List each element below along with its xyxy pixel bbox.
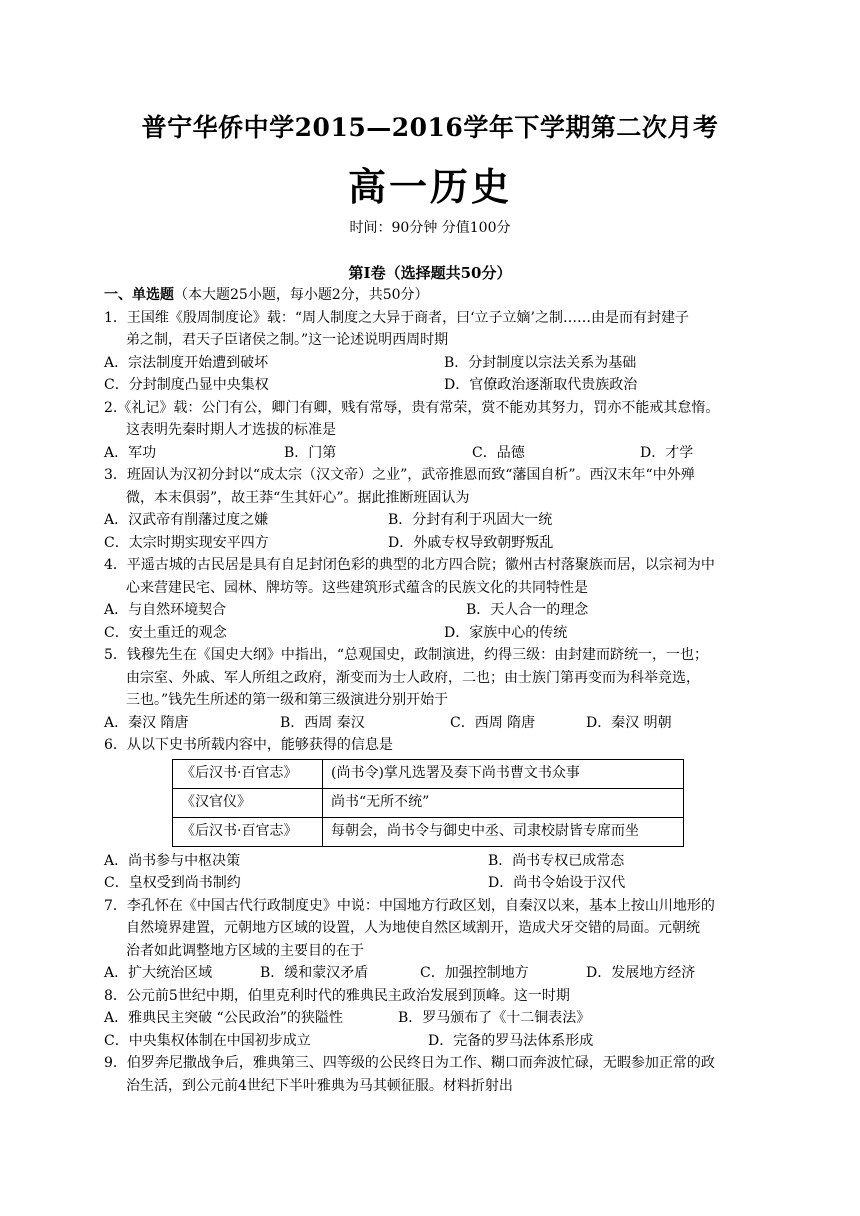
option-row	[104, 1030, 784, 1053]
table-cell: 《后汉书·百官志》	[173, 759, 323, 788]
option: D．外戚专权导致朝野叛乱	[388, 534, 554, 551]
question-text: 2.《礼记》载：公门有公，卿门有卿，贱有常辱，贵有常荣，赏不能劝其努力，罚亦不能戒其怠惰。	[104, 399, 720, 416]
option: C．西周 隋唐	[450, 714, 536, 731]
section-heading-label: 一、单选题	[104, 287, 174, 303]
option: A．军功	[104, 444, 157, 461]
table-row	[173, 788, 684, 817]
option: B．天人合一的理念	[466, 602, 589, 618]
option: A．雅典民主突破 “公民政治”的狭隘性	[104, 1010, 343, 1026]
option: A．尚书参与中枢决策	[104, 852, 241, 869]
option-row	[104, 374, 784, 397]
option: C．加强控制地方	[420, 965, 529, 981]
question-text: 5．钱穆先生在《国史大纲》中指出，“总观国史，政制演进，约得三级：由封建而跻统一，一也；	[104, 647, 709, 663]
question-text: 由宗室、外戚、军人所组之政府，渐变而为士人政府，二也；由士族门第再变而为科举竞选，	[126, 669, 700, 686]
source-table	[172, 759, 684, 847]
option: B．分封制度以宗法关系为基础	[444, 354, 637, 371]
subject-title: 高一历史	[347, 164, 512, 209]
option: C．太宗时期实现安平四方	[104, 534, 269, 551]
question-text: 这表明先秦时期人才选拔的标准是	[126, 422, 336, 438]
option: A．宗法制度开始遭到破坏	[104, 354, 269, 371]
question-text: 弟之制，君天子臣诸侯之制。”这一论述说明西周时期	[126, 332, 449, 348]
option-row	[104, 442, 784, 465]
option: B．门第	[284, 444, 337, 461]
table-row	[173, 759, 684, 788]
option-row	[104, 712, 784, 735]
option: A．汉武帝有削藩过度之嫌	[104, 512, 269, 528]
table-cell: 尚书“无所不统”	[323, 788, 684, 817]
exam-meta: 时间：90分钟 分值100分	[349, 220, 511, 236]
option-row	[104, 509, 784, 532]
question-text: 3．班固认为汉初分封以“成太宗（汉文帝）之业”，武帝推恩而致“藩国自析”。西汉末年“中外殚	[104, 467, 695, 483]
question-text: 微，本末俱弱”，故王莽“生其奸心”。据此推断班固认为	[126, 489, 470, 506]
question-text: 4．平遥古城的古民居是具有自足封闭色彩的典型的北方四合院；徽州古村落聚族而居，以宗祠为中	[104, 557, 715, 573]
table-cell: 《后汉书·百官志》	[173, 817, 323, 846]
option: B．尚书专权已成常态	[488, 852, 625, 869]
option: D．完备的罗马法体系形成	[428, 1032, 594, 1049]
option: D．秦汉 明朝	[586, 714, 672, 731]
table-cell: 《汉官仪》	[173, 788, 323, 817]
option-row	[104, 622, 784, 645]
option: D．尚书令始设于汉代	[488, 875, 626, 891]
option: C．皇权受到尚书制约	[104, 875, 241, 891]
option-row	[104, 532, 784, 555]
option: A．秦汉 隋唐	[104, 714, 189, 731]
option: B．缓和蒙汉矛盾	[260, 965, 369, 981]
option-row	[104, 1007, 784, 1030]
question-text: 6．从以下史书所载内容中，能够获得的信息是	[104, 737, 393, 753]
table-row	[173, 817, 684, 846]
question-text: 1．王国维《殷周制度论》载：“周人制度之大异于商者，曰‘立子立嫡’之制……由是而有封建子	[104, 309, 689, 326]
option-row	[104, 850, 784, 873]
question-text: 9．伯罗奔尼撒战争后，雅典第三、四等级的公民终日为工作、糊口而奔波忙碌，无暇参加正常的政	[104, 1055, 715, 1071]
question-text: 治生活，到公元前4世纪下半叶雅典为马其顿征服。材料折射出	[126, 1077, 513, 1094]
volume-title: 第Ⅰ卷（选择题共50分）	[348, 264, 512, 282]
option: A．与自然环境契合	[104, 602, 227, 618]
table-cell: (尚书令)掌凡选署及奏下尚书曹文书众事	[323, 759, 684, 788]
question-content	[104, 284, 784, 1097]
option: D．官僚政治逐渐取代贵族政治	[444, 377, 638, 393]
section-heading	[104, 284, 784, 307]
option: D．才学	[640, 444, 694, 461]
option: B．罗马颁布了《十二铜表法》	[398, 1010, 591, 1026]
table-cell: 每朝会，尚书令与御史中丞、司隶校尉皆专席而坐	[323, 817, 684, 846]
question-text: 治者如此调整地方区域的主要目的在于	[126, 942, 364, 959]
option: D．发展地方经济	[586, 965, 696, 981]
question-text: 7．李孔怀在《中国古代行政制度史》中说：中国地方行政区划，自秦汉以来，基本上按山川地形的	[104, 897, 715, 914]
option-row	[104, 599, 784, 622]
section-note: （本大题25小题，每小题2分，共50分）	[174, 287, 429, 303]
option: C．品德	[472, 444, 525, 461]
option: A．扩大统治区域	[104, 965, 213, 981]
option-row	[104, 352, 784, 375]
question-text: 8．公元前5世纪中期，伯里克利时代的雅典民主政治发展到顶峰。这一时期	[104, 987, 570, 1004]
option: C．中央集权体制在中国初步成立	[104, 1032, 311, 1049]
question-text: 自然境界建置，元朝地方区域的设置，人为地使自然区域割开，造成犬牙交错的局面。元朝统	[126, 920, 700, 936]
question-text: 心来营建民宅、园林、牌坊等。这些建筑形式蕴含的民族文化的共同特性是	[126, 579, 588, 596]
question-text: 三也。”钱先生所述的第一级和第三级演进分别开始于	[126, 692, 449, 708]
option: B．分封有利于巩固大一统	[388, 512, 553, 528]
option-row	[104, 872, 784, 895]
option: C．安土重迁的观念	[104, 624, 227, 641]
option: D．家族中心的传统	[444, 624, 568, 641]
option-row	[104, 962, 784, 985]
option: B．西周 秦汉	[280, 714, 365, 731]
option: C．分封制度凸显中央集权	[104, 377, 269, 393]
exam-title: 普宁华侨中学2015—2016学年下学期第二次月考	[141, 113, 719, 142]
